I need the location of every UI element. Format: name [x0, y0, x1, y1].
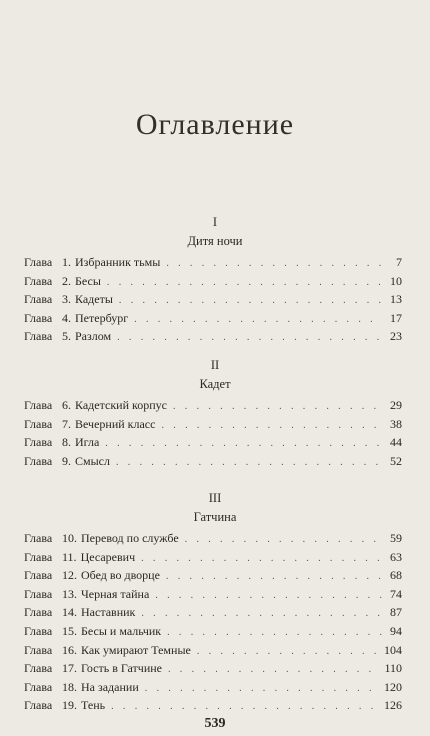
- part-title: Дитя ночи: [187, 234, 243, 248]
- page-ref: 52: [390, 453, 402, 468]
- chapter-label: Глава: [24, 435, 53, 450]
- dot-leader: [173, 401, 382, 412]
- chapter-label: Глава: [24, 531, 53, 545]
- page-ref: 59: [390, 531, 402, 545]
- toc-entry: [24, 255, 402, 274]
- chapter-label: Глава: [24, 605, 53, 620]
- chapter-label: Глава: [24, 416, 53, 431]
- toc-entry: [24, 435, 402, 454]
- toc-entry: [24, 417, 402, 436]
- chapter-label: Глава: [24, 310, 53, 325]
- dot-leader: [185, 534, 382, 545]
- chapter-title: Черная тайна: [81, 586, 150, 601]
- part-numeral: III: [208, 491, 222, 505]
- chapter-title: Обед во дворце: [81, 568, 160, 583]
- dot-leader: [161, 420, 382, 431]
- page-ref: 17: [390, 310, 402, 325]
- toc-entry: [24, 680, 402, 699]
- page-ref: 94: [390, 623, 402, 638]
- page-ref: 87: [390, 605, 402, 620]
- chapter-number: 4.: [62, 310, 71, 325]
- chapter-number: 3.: [62, 292, 71, 307]
- page-title: Оглавление: [135, 108, 295, 141]
- chapter-label: Глава: [24, 642, 53, 657]
- dot-leader: [117, 332, 382, 343]
- part-title: Кадет: [199, 377, 231, 391]
- toc-entry: [24, 661, 402, 680]
- toc-entry: [24, 531, 402, 550]
- chapter-label: Глава: [24, 586, 53, 601]
- chapter-label: Глава: [24, 679, 53, 694]
- chapter-number: 5.: [62, 329, 71, 344]
- page-ref: 23: [390, 329, 402, 344]
- chapter-number: 11.: [62, 549, 77, 564]
- toc-entry: [24, 568, 402, 587]
- chapter-number: 14.: [62, 605, 77, 620]
- chapter-number: 15.: [62, 623, 77, 638]
- chapter-number: 6.: [62, 398, 71, 412]
- chapter-number: 16.: [62, 642, 77, 657]
- part-numeral: II: [210, 358, 220, 372]
- chapter-label: Глава: [24, 623, 53, 638]
- dot-leader: [116, 457, 382, 468]
- dot-leader: [145, 683, 378, 694]
- page-ref: 110: [384, 661, 402, 676]
- dot-leader: [166, 571, 382, 582]
- toc-entry: [24, 398, 402, 417]
- chapter-number: 9.: [62, 453, 71, 468]
- chapter-number: 8.: [62, 435, 71, 450]
- chapter-title: Как умирают Темные: [81, 642, 191, 657]
- page-ref: 126: [384, 698, 402, 713]
- chapter-label: Глава: [24, 255, 53, 269]
- chapter-number: 13.: [62, 586, 77, 601]
- dot-leader: [105, 438, 382, 449]
- chapter-label: Глава: [24, 661, 53, 676]
- page-ref: 10: [390, 273, 402, 288]
- chapter-number: 12.: [62, 568, 77, 583]
- chapter-title: Кадетский корпус: [75, 398, 167, 412]
- chapter-title: Перевод по службе: [81, 531, 179, 545]
- chapter-label: Глава: [24, 292, 53, 307]
- toc-entry: [24, 292, 402, 311]
- chapter-title: Избранник тьмы: [75, 255, 161, 269]
- page-ref: 44: [390, 435, 402, 450]
- toc-entry: [24, 587, 402, 606]
- dot-leader: [107, 277, 382, 288]
- toc-entry: [24, 624, 402, 643]
- page-ref: 29: [390, 398, 402, 412]
- chapter-title: Бесы и мальчик: [81, 623, 162, 638]
- page-number: 539: [204, 716, 226, 731]
- chapter-label: Глава: [24, 568, 53, 583]
- chapter-title: Смысл: [75, 453, 110, 468]
- chapter-title: Петербург: [75, 310, 129, 325]
- chapter-number: 1.: [62, 255, 71, 269]
- chapter-title: Наставник: [81, 605, 136, 620]
- chapter-label: Глава: [24, 398, 53, 412]
- page-ref: 7: [396, 255, 402, 269]
- dot-leader: [134, 314, 382, 325]
- toc-entry: [24, 605, 402, 624]
- page-ref: 104: [384, 642, 402, 657]
- dot-leader: [197, 646, 378, 657]
- dot-leader: [155, 590, 382, 601]
- chapter-number: 10.: [62, 531, 77, 545]
- toc-entry: [24, 329, 402, 348]
- chapter-label: Глава: [24, 549, 53, 564]
- page-ref: 38: [390, 416, 402, 431]
- toc-entry: [24, 698, 402, 717]
- chapter-title: Игла: [75, 435, 100, 450]
- chapter-label: Глава: [24, 453, 53, 468]
- chapter-title: Разлом: [75, 329, 112, 344]
- dot-leader: [166, 258, 382, 269]
- chapter-label: Глава: [24, 329, 53, 344]
- page-ref: 120: [384, 679, 402, 694]
- chapter-title: Цесаревич: [80, 549, 136, 564]
- dot-leader: [119, 295, 382, 306]
- part-section: [0, 356, 430, 472]
- toc-entry: [24, 550, 402, 569]
- dot-leader: [167, 627, 382, 638]
- toc-entry: [24, 274, 402, 293]
- part-title: Гатчина: [193, 510, 237, 524]
- chapter-title: Тень: [81, 698, 106, 713]
- dot-leader: [168, 664, 378, 675]
- dot-leader: [141, 553, 382, 564]
- toc-entry: [24, 311, 402, 330]
- chapter-title: Вечерний класс: [75, 416, 156, 431]
- part-section: [0, 489, 430, 717]
- toc-entry: [24, 643, 402, 662]
- chapter-title: Кадеты: [75, 292, 113, 307]
- toc-entry: [24, 454, 402, 473]
- chapter-label: Глава: [24, 273, 53, 288]
- chapter-number: 18.: [62, 679, 77, 694]
- dot-leader: [111, 701, 378, 712]
- chapter-title: Бесы: [75, 273, 101, 288]
- page-ref: 68: [390, 568, 402, 583]
- part-section: [0, 213, 430, 348]
- page-ref: 74: [390, 586, 402, 601]
- chapter-number: 7.: [62, 416, 71, 431]
- chapter-label: Глава: [24, 698, 53, 713]
- chapter-title: На задании: [81, 679, 139, 694]
- dot-leader: [141, 608, 382, 619]
- page-ref: 13: [390, 292, 402, 307]
- part-numeral: I: [212, 215, 218, 229]
- chapter-number: 17.: [62, 661, 77, 676]
- chapter-number: 2.: [62, 273, 71, 288]
- page-ref: 63: [390, 549, 402, 564]
- chapter-number: 19.: [62, 698, 77, 713]
- chapter-title: Гость в Гатчине: [81, 661, 162, 676]
